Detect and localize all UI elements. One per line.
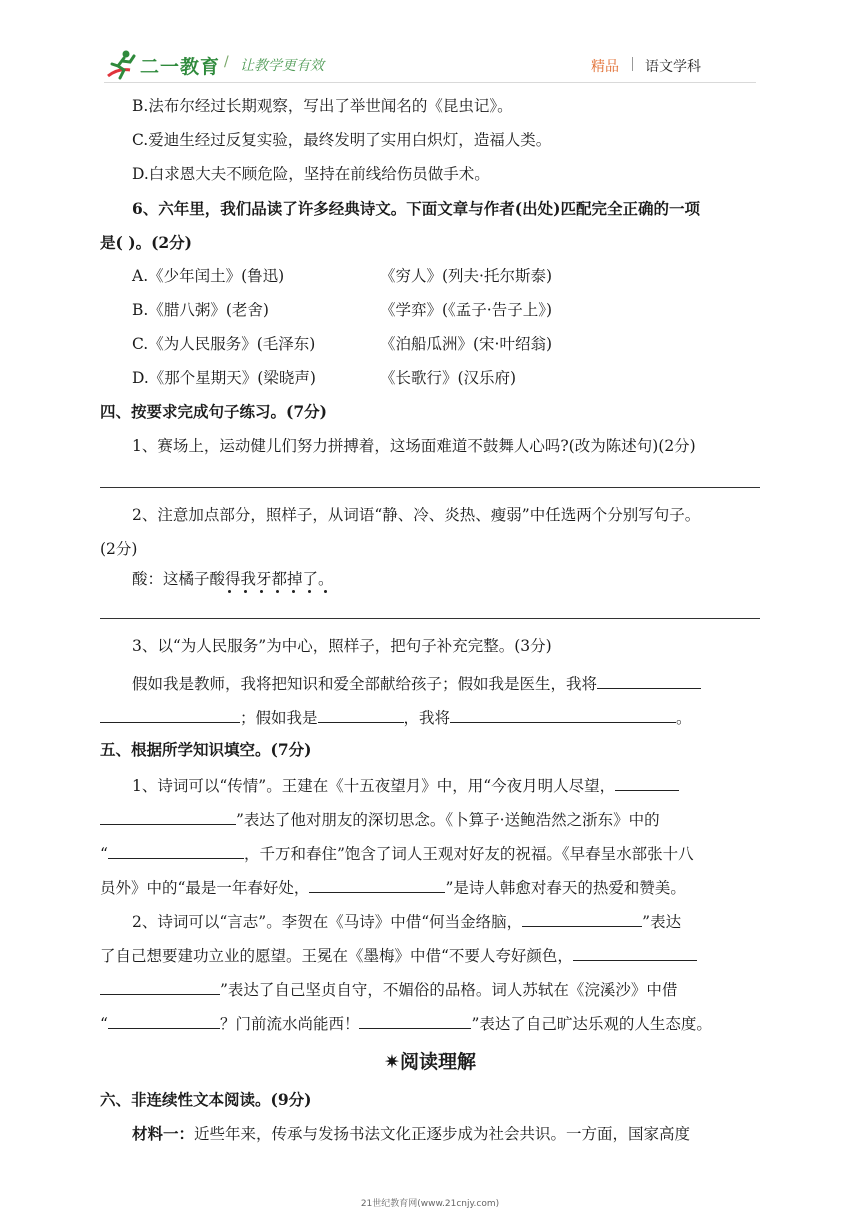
part5-p1-line4 <box>100 876 686 898</box>
emphasis-dot <box>228 590 231 593</box>
q6-option-left: A.《少年闰土》(鲁迅) <box>132 267 285 285</box>
q5-option-d: D.白求恩大夫不顾危险，坚持在前线给伤员做手术。 <box>132 165 490 183</box>
part5-p1-line1 <box>132 774 679 796</box>
page-footer: 21世纪教育网(www.21cnjy.com) <box>360 1199 500 1209</box>
q5-option-b: B.法布尔经过长期观察，写出了举世闻名的《昆虫记》。 <box>132 97 513 115</box>
header-divider <box>632 57 633 71</box>
material-one-line <box>132 1124 690 1144</box>
part5-text: ”表达 <box>642 913 682 931</box>
blank[interactable] <box>573 944 697 961</box>
part5-text: ”是诗人韩愈对春天的热爱和赞美。 <box>445 879 686 897</box>
blank[interactable] <box>450 706 676 723</box>
emphasis-dot <box>244 590 247 593</box>
material-text: 近些年来，传承与发扬书法文化正逐步成为社会共识。一方面，国家高度 <box>194 1125 691 1143</box>
part4-q3-line2 <box>100 706 692 728</box>
part6-title: 六、非连续性文本阅读。(9分) <box>100 1090 312 1109</box>
q5-option-c: C.爱迪生经过反复实验，最终发明了实用白炽灯，造福人类。 <box>132 131 552 149</box>
header-slash: / <box>224 54 229 70</box>
part4-q2-example: 酸：这橘子酸得我牙都掉了。 <box>132 570 334 588</box>
q6-option-row <box>132 300 752 320</box>
part4-q2-line1: 2、注意加点部分，照样子，从词语“静、冷、炎热、瘦弱”中任选两个分别写句子。 <box>132 506 701 524</box>
part5-p1-line3 <box>100 842 694 864</box>
part4-title: 四、按要求完成句子练习。(7分) <box>100 402 327 421</box>
blank[interactable] <box>597 672 701 689</box>
logo-text: 二一教育 <box>140 56 221 78</box>
page-header <box>0 0 860 90</box>
q6-option-right: 《泊船瓜洲》(宋·叶绍翁) <box>380 335 553 353</box>
emphasis-dot <box>276 590 279 593</box>
blank[interactable] <box>108 1012 220 1029</box>
part5-text: 1、诗词可以“传情”。王建在《十五夜望月》中，用“今夜月明人尽望， <box>132 777 616 795</box>
q6-option-row <box>132 334 752 354</box>
answer-line[interactable] <box>100 487 760 488</box>
part5-text: ”表达了自己旷达乐观的人生态度。 <box>471 1015 712 1033</box>
part5-text: ，千万和春住”饱含了词人王观对好友的祝福。《早春呈水部张十八 <box>243 845 694 863</box>
blank[interactable] <box>522 910 642 927</box>
q6-option-left: C.《为人民服务》(毛泽东) <box>132 335 316 353</box>
blank[interactable] <box>100 706 240 723</box>
material-label: 材料一： <box>132 1124 195 1143</box>
answer-line[interactable] <box>100 618 760 619</box>
part4-q1: 1、赛场上，运动健儿们努力拼搏着，这场面难道不鼓舞人心吗?(改为陈述句)(2分) <box>132 437 696 455</box>
q6-option-right: 《长歌行》(汉乐府) <box>380 369 517 387</box>
part5-text: 了自己想要建功立业的愿望。王冕在《墨梅》中借“不要人夸好颜色， <box>100 947 573 965</box>
emphasis-dot <box>308 590 311 593</box>
part5-text: ”表达了他对朋友的深切思念。《卜算子·送鲍浩然之浙东》中的 <box>236 811 660 829</box>
part4-q3: 3、以“为人民服务”为中心，照样子，把句子补充完整。(3分) <box>132 637 552 655</box>
q6-option-row <box>132 266 752 286</box>
blank[interactable] <box>108 842 244 859</box>
q6-stem-line1: 6、六年里，我们品读了许多经典诗文。下面文章与作者(出处)匹配完全正确的一项 <box>132 199 700 218</box>
part4-q3-text: ，我将 <box>403 709 451 727</box>
part5-p2-line4 <box>100 1012 712 1034</box>
blank[interactable] <box>309 876 445 893</box>
blank[interactable] <box>100 978 220 995</box>
part5-text: 员外》中的“最是一年春好处， <box>100 879 310 897</box>
header-subject: 语文学科 <box>645 59 701 75</box>
blank[interactable] <box>100 808 236 825</box>
part5-p1-line2 <box>100 808 660 830</box>
part5-text: ？门前流水尚能西！ <box>219 1015 360 1033</box>
q6-stem-line2: 是( )。(2分) <box>100 233 193 252</box>
part4-q2-line2: (2分) <box>100 540 138 558</box>
blank[interactable] <box>615 774 679 791</box>
part4-q3-text: 。 <box>676 709 692 727</box>
blank[interactable] <box>318 706 404 723</box>
part5-p2-line1 <box>132 910 681 932</box>
q6-option-right: 《学弈》(《孟子·告子上》) <box>380 301 553 319</box>
header-slogan: 让教学更有效 <box>240 58 324 74</box>
part5-text: “ <box>100 845 108 863</box>
part5-text: 2、诗词可以“言志”。李贺在《马诗》中借“何当金络脑， <box>132 913 523 931</box>
part4-q3-text: 假如我是教师，我将把知识和爱全部献给孩子；假如我是医生，我将 <box>132 675 598 693</box>
part5-p2-line2 <box>100 944 697 966</box>
emphasis-dot <box>324 590 327 593</box>
part5-text: ”表达了自己坚贞自守，不媚俗的品格。词人苏轼在《浣溪沙》中借 <box>220 981 678 999</box>
q6-option-right: 《穷人》(列夫·托尔斯泰) <box>380 267 553 285</box>
reading-section-title: ✷阅读理解 <box>384 1051 476 1073</box>
part4-q3-text: ；假如我是 <box>240 709 318 727</box>
q6-option-left: B.《腊八粥》(老舍) <box>132 301 269 319</box>
part5-text: “ <box>100 1015 108 1033</box>
part4-q3-line1 <box>132 672 701 694</box>
emphasis-dot <box>260 590 263 593</box>
part5-p2-line3 <box>100 978 677 1000</box>
emphasis-dot <box>292 590 295 593</box>
header-rule <box>104 82 756 83</box>
q6-option-row <box>132 368 752 388</box>
header-badge: 精品 <box>591 59 619 75</box>
blank[interactable] <box>359 1012 471 1029</box>
q6-option-left: D.《那个星期天》(梁晓声) <box>132 369 316 387</box>
part5-title: 五、根据所学知识填空。(7分) <box>100 740 312 759</box>
